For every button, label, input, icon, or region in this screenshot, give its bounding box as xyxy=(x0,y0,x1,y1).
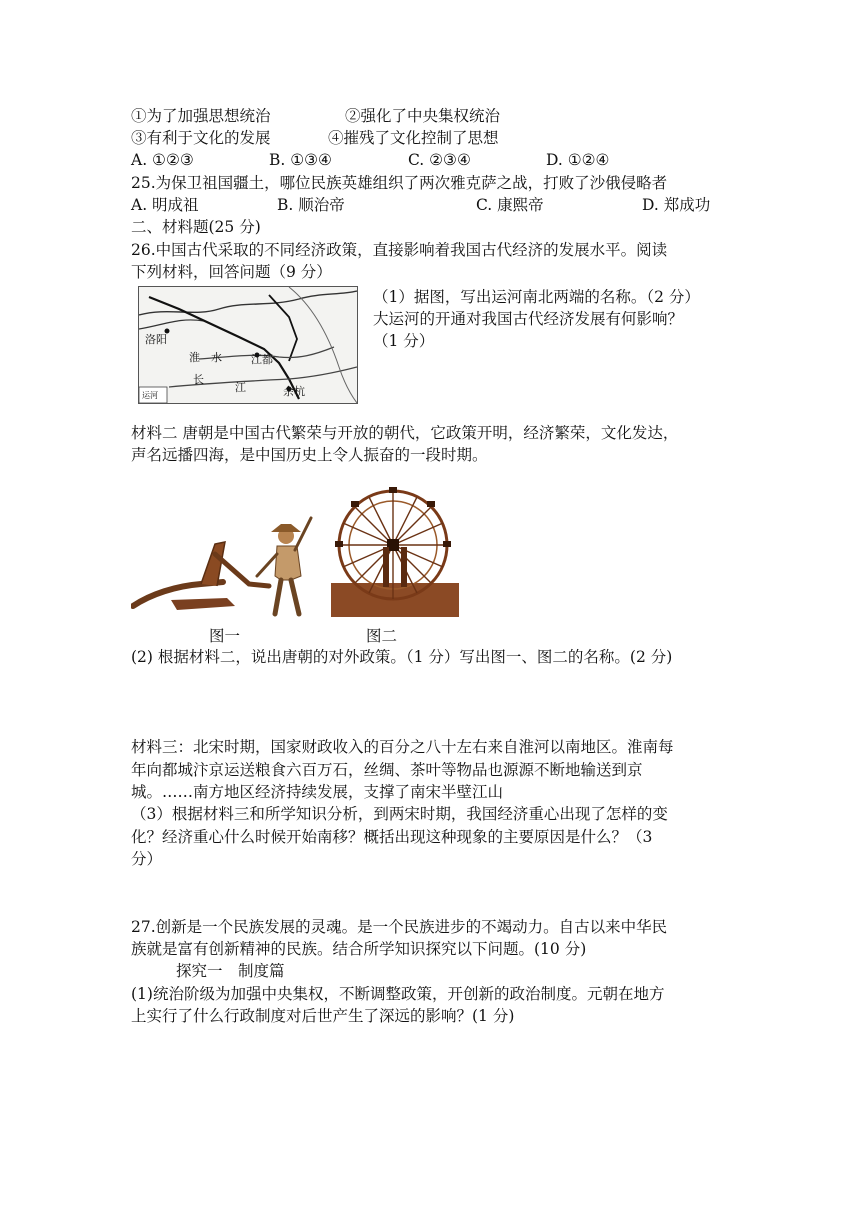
material3-line-1: 材料三：北宋时期，国家财政收入的百分之八十左右来自淮河以南地区。淮南每 xyxy=(131,738,674,756)
q26-intro-line-2: 下列材料，回答问题（9 分） xyxy=(131,263,332,281)
q27-intro-line-1: 27.创新是一个民族发展的灵魂。是一个民族进步的不竭动力。自古以来中华民 xyxy=(131,918,668,936)
q24-choice-c: C. ②③④ xyxy=(408,151,471,169)
q24-choice-d: D. ①②④ xyxy=(546,151,610,169)
q26-sub3-line-1: （3）根据材料三和所学知识分析，到两宋时期，我国经济重心出现了怎样的变 xyxy=(131,805,668,823)
q24-statement-3: ③有利于文化的发展 xyxy=(131,129,271,147)
q26-sub2: (2) 根据材料二，说出唐朝的对外政策。（1 分）写出图一、图二的名称。(2 分) xyxy=(131,648,673,666)
q26-sub1-line-3: （1 分） xyxy=(373,332,435,350)
q27-explore-1-heading: 探究一 制度篇 xyxy=(176,962,285,980)
q25-choice-a: A. 明成祖 xyxy=(131,196,199,214)
figure-1-caption: 图一 xyxy=(209,627,241,645)
section-title: 二、材料题(25 分) xyxy=(131,218,261,236)
q26-sub3-line-2: 化？经济重心什么时候开始南移？概括出现这种现象的主要原因是什么？（3 xyxy=(131,828,653,846)
material3-line-3: 城。……南方地区经济持续发展，支撑了南宋半壁江山 xyxy=(131,783,504,801)
q26-intro-line-1: 26.中国古代采取的不同经济政策，直接影响着我国古代经济的发展水平。阅读 xyxy=(131,241,668,259)
q27-sub1-line-1: (1)统治阶级为加强中央集权，不断调整政策，开创新的政治制度。元朝在地方 xyxy=(131,985,665,1003)
material3-line-2: 年向都城汴京运送粮食六百万石，丝绸、茶叶等物品也源源不断地输送到京 xyxy=(131,761,643,779)
q24-choice-a: A. ①②③ xyxy=(131,151,194,169)
q26-sub3-line-3: 分） xyxy=(131,850,163,868)
material2-line-2: 声名远播四海，是中国历史上令人振奋的一段时期。 xyxy=(131,446,488,464)
figure-2-caption: 图二 xyxy=(366,627,398,645)
map-label-yuhang: 余杭 xyxy=(283,385,305,398)
map-label-huai-river: 淮 水 xyxy=(189,351,222,364)
map-label-jiang: 江 xyxy=(235,381,246,394)
q26-sub1-line-2: 大运河的开通对我国古代经济发展有何影响？ xyxy=(373,310,684,328)
q24-choice-b: B. ①③④ xyxy=(269,151,332,169)
q24-statement-1: ①为了加强思想统治 xyxy=(131,107,271,125)
q24-statement-2: ②强化了中央集权统治 xyxy=(345,107,501,125)
q25-stem: 25.为保卫祖国疆土，哪位民族英雄组织了两次雅克萨之战，打败了沙俄侵略者 xyxy=(131,174,668,192)
grand-canal-map xyxy=(138,286,358,404)
map-label-luoyang: 洛阳 xyxy=(145,333,167,346)
q25-choice-b: B. 顺治帝 xyxy=(277,196,345,214)
map-legend-canal: 运河 xyxy=(142,391,158,400)
figure-1-plough-image xyxy=(131,514,321,618)
figure-2-waterwheel-image xyxy=(331,487,459,617)
material2-line-1: 材料二 唐朝是中国古代繁荣与开放的朝代，它政策开明，经济繁荣，文化发达， xyxy=(131,424,679,442)
map-label-jiangdu: 江都 xyxy=(251,353,273,366)
q24-statement-4: ④摧残了文化控制了思想 xyxy=(328,129,499,147)
q27-intro-line-2: 族就是富有创新精神的民族。结合所学知识探究以下问题。(10 分) xyxy=(131,940,587,958)
q25-choice-c: C. 康熙帝 xyxy=(476,196,544,214)
q26-sub1-line-1: （1）据图，写出运河南北两端的名称。（2 分） xyxy=(373,288,700,306)
q27-sub1-line-2: 上实行了什么行政制度对后世产生了深远的影响？(1 分) xyxy=(131,1007,515,1025)
map-label-chang: 长 xyxy=(193,373,204,386)
q25-choice-d: D. 郑成功 xyxy=(642,196,711,214)
